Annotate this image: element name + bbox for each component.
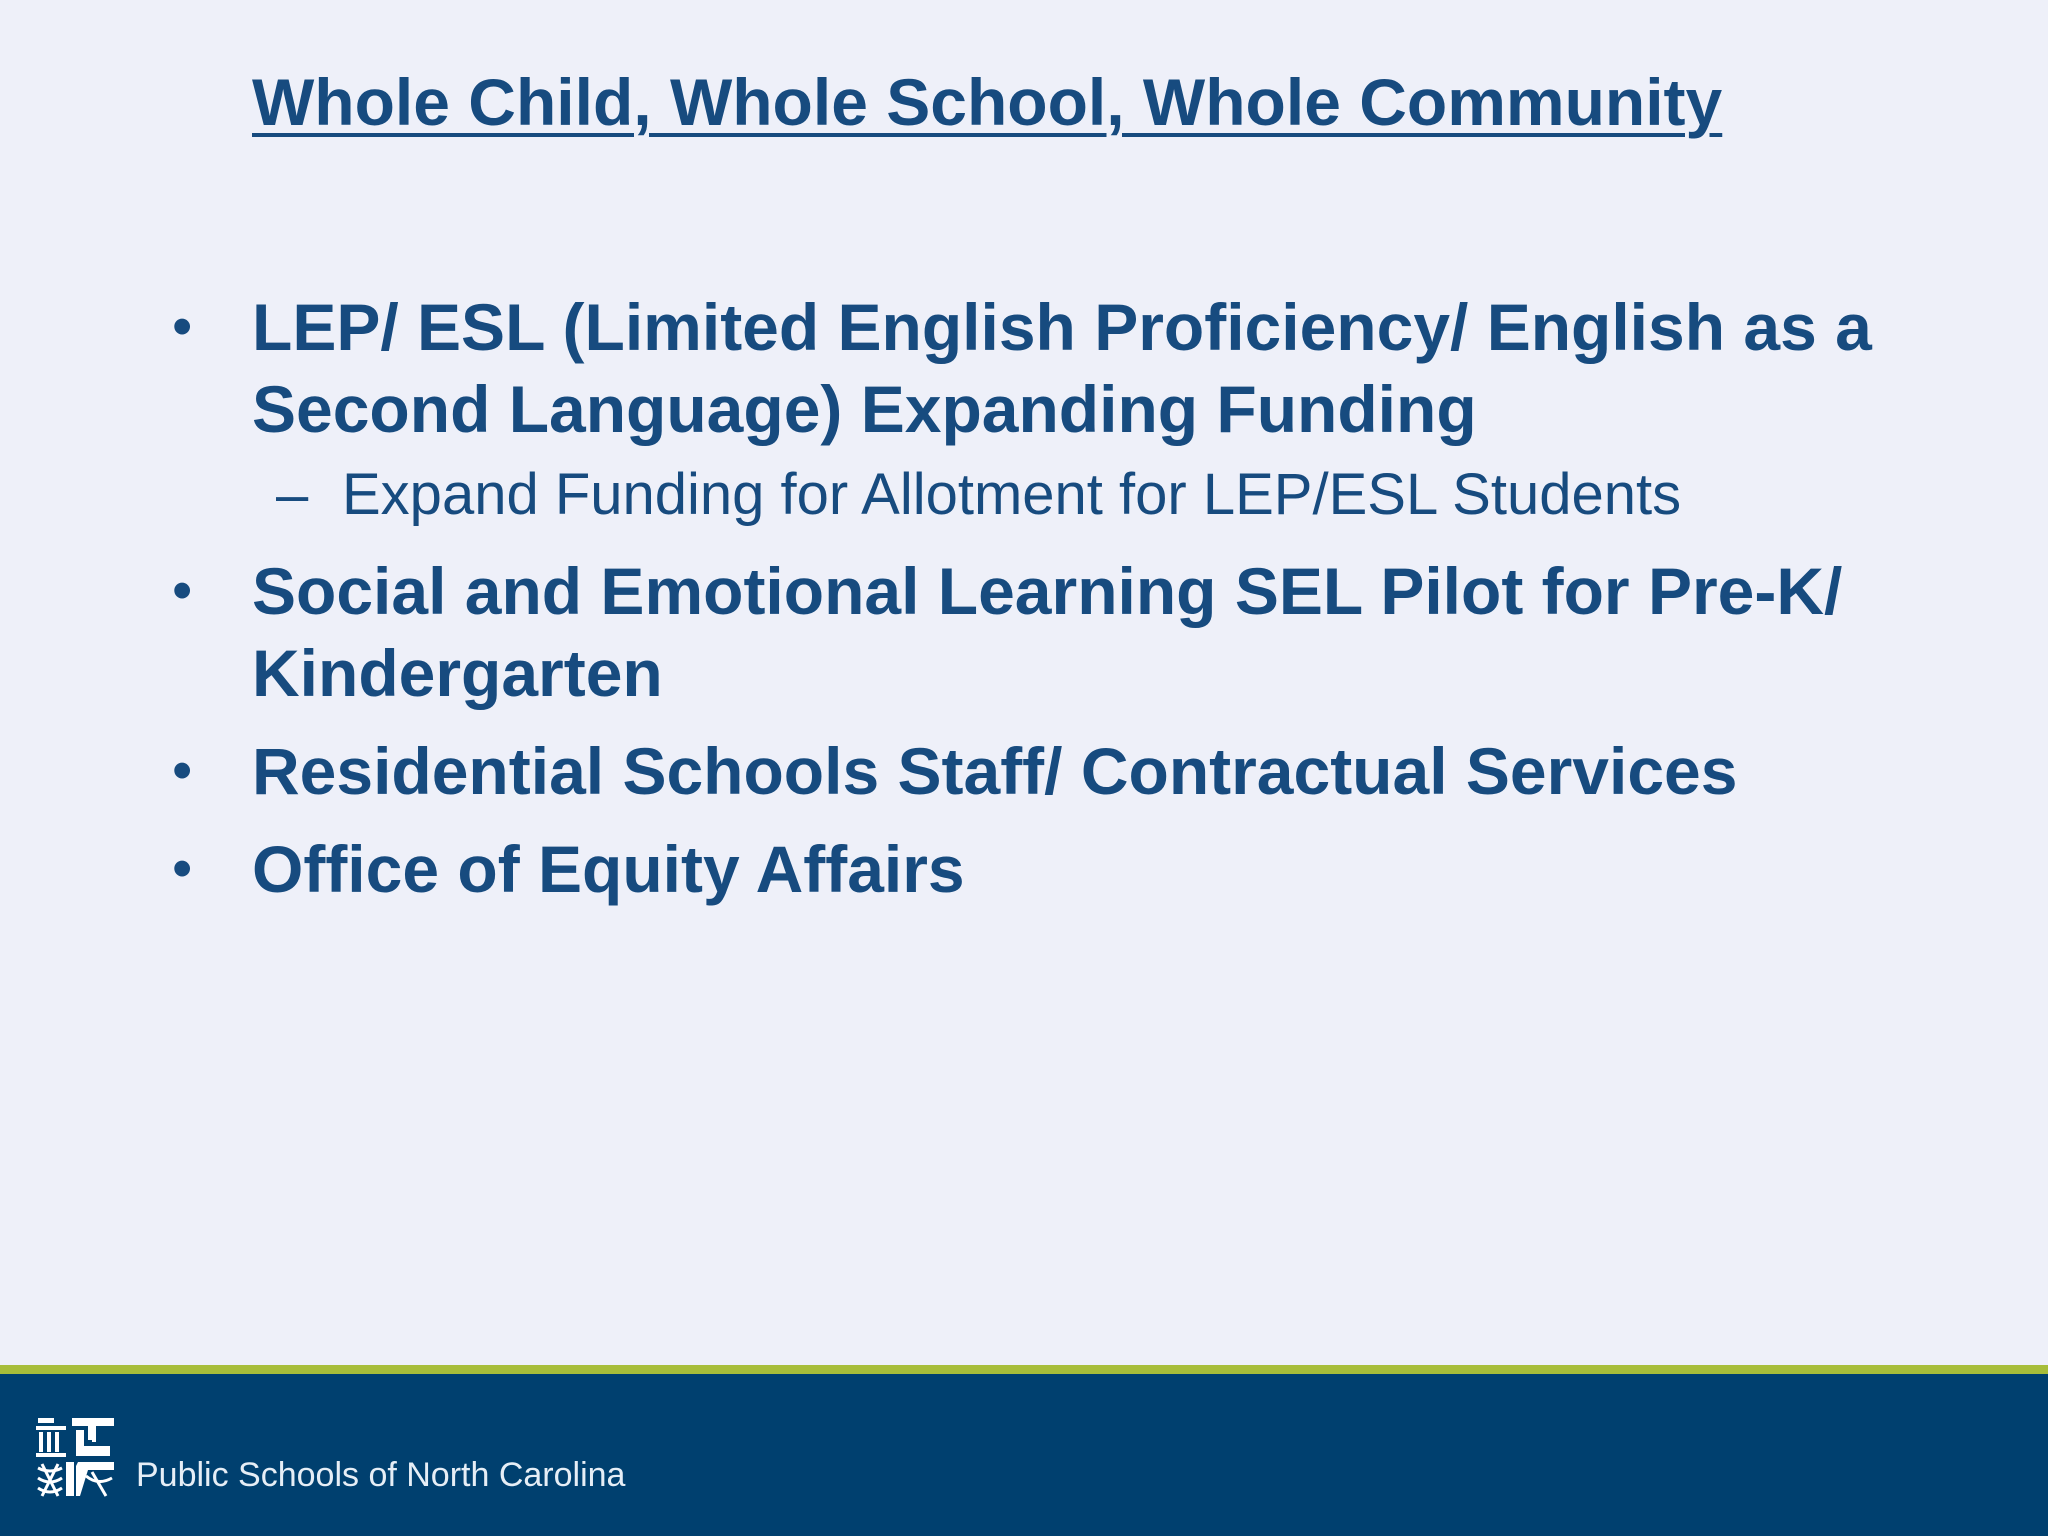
bullet-text: LEP/ ESL (Limited English Proficiency/ English as a Second Language) Expanding Funding [252,290,1872,446]
bullet-item [172,730,1892,812]
bullet-text: Social and Emotional Learning SEL Pilot for Pre-K/ Kindergarten [252,554,1843,710]
bullet-text: Office of Equity Affairs [252,832,965,906]
bullet-list [172,286,1892,910]
nc-public-schools-logo-icon [36,1416,116,1498]
sub-bullet-text: Expand Funding for Allotment for LEP/ESL Students [342,462,1682,527]
bullet-dot: • [172,738,193,803]
footer-accent-line [0,1365,2048,1374]
slide-title: Whole Child, Whole School, Whole Community [252,65,1723,139]
sub-bullet-item [172,454,1892,536]
sub-bullet-dash: – [276,462,309,527]
bullet-dot: • [172,836,193,901]
bullet-item [172,286,1892,450]
bullet-item [172,828,1892,910]
footer-org-name: Public Schools of North Carolina [136,1456,626,1494]
bullet-dot: • [172,558,193,623]
footer-band [0,1374,2048,1536]
bullet-item [172,550,1892,714]
bullet-text: Residential Schools Staff/ Contractual Services [252,734,1738,808]
bullet-dot: • [172,294,193,359]
